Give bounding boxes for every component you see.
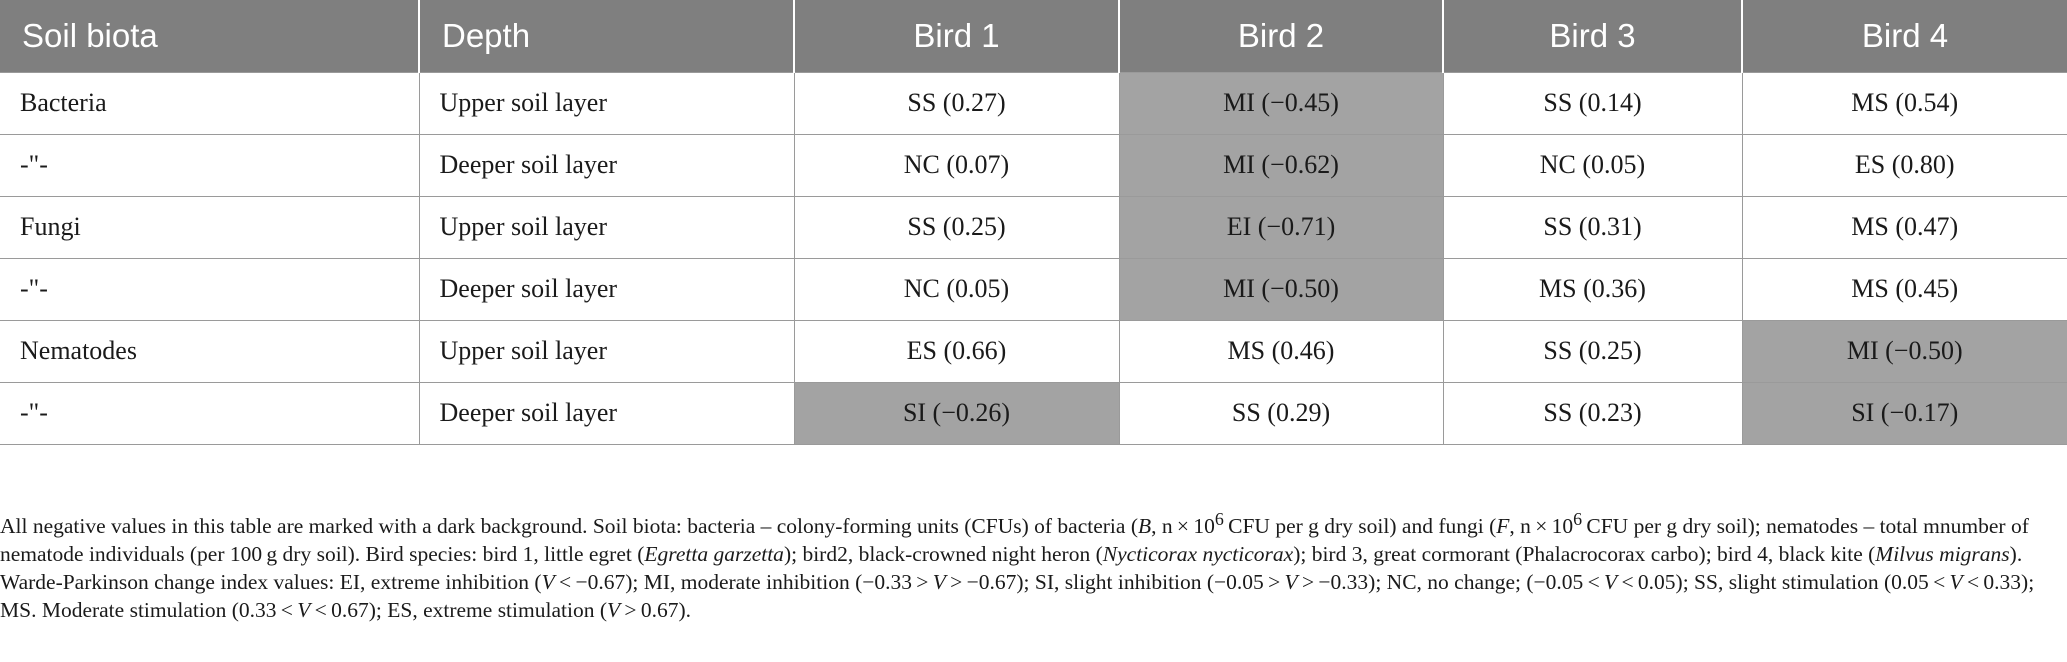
cell-value: MS (0.36) <box>1443 258 1742 320</box>
cell-biota: Bacteria <box>0 72 419 134</box>
cell-value: MS (0.45) <box>1742 258 2067 320</box>
cell-depth: Deeper soil layer <box>419 134 794 196</box>
cell-value: MI (−0.62) <box>1119 134 1443 196</box>
table-row <box>0 320 2067 382</box>
cell-value: ES (0.80) <box>1742 134 2067 196</box>
cell-value: SS (0.29) <box>1119 382 1443 444</box>
cell-value: NC (0.07) <box>794 134 1119 196</box>
cell-value: SS (0.14) <box>1443 72 1742 134</box>
cell-depth: Upper soil layer <box>419 196 794 258</box>
cell-value: MI (−0.50) <box>1119 258 1443 320</box>
header-depth: Depth <box>419 0 794 72</box>
cell-depth: Deeper soil layer <box>419 258 794 320</box>
cell-value: SS (0.25) <box>1443 320 1742 382</box>
cell-depth: Upper soil layer <box>419 320 794 382</box>
cell-value: SS (0.31) <box>1443 196 1742 258</box>
table-row <box>0 134 2067 196</box>
cell-biota: -"- <box>0 134 419 196</box>
cell-biota: -"- <box>0 382 419 444</box>
cell-value: MI (−0.45) <box>1119 72 1443 134</box>
cell-biota: Nematodes <box>0 320 419 382</box>
cell-value: SS (0.23) <box>1443 382 1742 444</box>
table-row <box>0 72 2067 134</box>
cell-value: SS (0.27) <box>794 72 1119 134</box>
cell-value: NC (0.05) <box>794 258 1119 320</box>
cell-depth: Deeper soil layer <box>419 382 794 444</box>
header-bird-1: Bird 1 <box>794 0 1119 72</box>
cell-value: MS (0.47) <box>1742 196 2067 258</box>
cell-value: MI (−0.50) <box>1742 320 2067 382</box>
cell-value: NC (0.05) <box>1443 134 1742 196</box>
table-row <box>0 382 2067 444</box>
table-row <box>0 258 2067 320</box>
cell-value: EI (−0.71) <box>1119 196 1443 258</box>
header-bird-4: Bird 4 <box>1742 0 2067 72</box>
cell-value: ES (0.66) <box>794 320 1119 382</box>
cell-value: SS (0.25) <box>794 196 1119 258</box>
header-bird-2: Bird 2 <box>1119 0 1443 72</box>
table-footnote: All negative values in this table are marked with a dark background. Soil biota: bacteria – colony-forming units (CFUs) of bacteria (B, $n \times 10^6$ CFU per g dry soil) and fungi (F, $n \times 10^6$ CFU per g dry soil); nematodes – total mnumber of nematode individuals (per 100 g dry soil). Bird species: bird 1, little egret (Egretta garzetta); bird2, black-crowned night heron (Nycticorax nycticorax); bird 3, great cormorant (Phalacrocorax carbo); bird 4, black kite (Milvus migrans). Warde-Parkinson change index values: EI, extreme inhibition (V < −0.67); MI, moderate inhibition (−0.33 > V > −0.67); SI, slight inhibition (−0.05 > V > −0.33); NC, no change; (−0.05 < V < 0.05); SS, slight stimulation (0.05 < V < 0.33); MS. Moderate stimulation (0.33 < V < 0.67); ES, extreme stimulation (V > 0.67). <box>0 509 2035 623</box>
cell-depth: Upper soil layer <box>419 72 794 134</box>
header-soil-biota: Soil biota <box>0 0 419 72</box>
cell-biota: -"- <box>0 258 419 320</box>
cell-value: SI (−0.17) <box>1742 382 2067 444</box>
header-row <box>0 0 2067 72</box>
cell-value: MS (0.46) <box>1119 320 1443 382</box>
header-bird-3: Bird 3 <box>1443 0 1742 72</box>
cell-value: SI (−0.26) <box>794 382 1119 444</box>
table-row <box>0 196 2067 258</box>
cell-biota: Fungi <box>0 196 419 258</box>
cell-value: MS (0.54) <box>1742 72 2067 134</box>
